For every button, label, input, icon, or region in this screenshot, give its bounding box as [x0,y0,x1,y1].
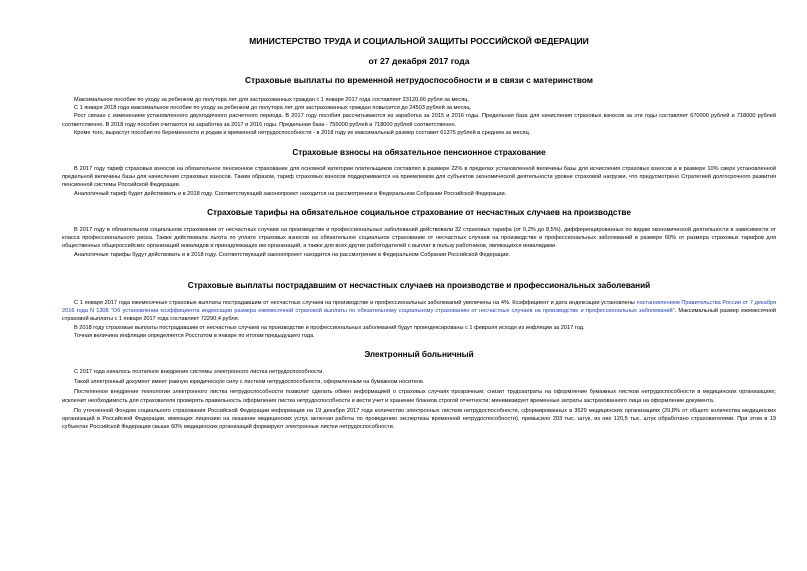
paragraph: Аналогичный тариф будет действовать и в 2018 году. Соответствующий законопроект находится на рассмотрении в Федеральном Собрании Российской Федерации. [74,190,507,197]
document-date: от 27 декабря 2017 года [368,56,470,66]
paragraph: Точная величина инфляции определяется Росстатом в январе по итогам предыдущего года. [74,332,315,339]
section-title-pension: Страховые взносы на обязательное пенсионное страхование [292,148,546,157]
section-title-electronic-sick-leave: Электронный больничный [364,350,474,359]
section-accident-payments-text [62,299,776,340]
section-pension-text [62,165,776,198]
paragraph: Максимальное пособие по уходу за ребенком до полутора лет для застрахованных граждан с 1 января 2017 года составляет 23120,66 рубля за месяц. [74,97,469,103]
paragraph: В 2017 году тариф страховых взносов на обязательное пенсионное страхование для основной категории плательщиков составлял в размере 22% в пределах установленной величины базы для исчисления страховых взносов и в размере 10% сверх установленной предельной величины базы для начисления страховых взносов. Таким образом, тариф страховых взносов поддерживается на приемлемом для субъектов экономической деятельности уровне страховой нагрузки, что предусмотрено Стратегией долгосрочного развития пенсионной системы Российской Федерации. [62,166,776,189]
paragraph: В 2017 году в обязательном социальном страховании от несчастных случаев на производстве и профессиональных заболеваний действовали 32 страховых тарифа (от 0,2% до 8,5%), дифференцированных по видам экономической деятельности в зависимости от класса профессионального риска. Также действовала льгота по уплате страховых взносов на обязательное социальное страхование от несчастных случаев на производстве и профессиональных заболеваний в размере 60% от размера страховых тарифов для общественных общероссийских организаций инвалидов и принадлежащих им организаций, а также для всех других работодателей с выплат в пользу работников, являющихся инвалидами. [62,227,776,250]
paragraph: Такой электронный документ имеет равную юридическую силу с листком нетрудоспособности, оформленным на бумажном носителе. [74,379,425,386]
paragraph: Кроме того, вырастут пособия по беременности и родам и временной нетрудоспособности - в 2018 году их максимальный размер составит 61375 рублей в среднем за месяц. [74,129,531,136]
paragraph-text: С 1 января 2017 года ежемесячные страховые выплаты пострадавшим от несчастных случаев на производстве и профессиональных заболеваний увеличены на 4%. Коэффициент и дата индексации установлены [74,300,637,306]
paragraph: Аналогичные тарифы будут действовать и в 2018 году. Соответствующий законопроект находится на рассмотрении в Федеральном Собрании Российской Федерации. [74,251,511,258]
paragraph [62,299,776,324]
section-title-accident-tariffs: Страховые тарифы на обязательное социальное страхование от несчастных случаев на производстве [207,208,631,217]
paragraph: С 2017 года началось поэтапное внедрение системы электронного листка нетрудоспособности. [74,369,324,375]
block1-text [62,96,776,137]
section-electronic-sick-leave-text [62,368,776,431]
paragraph-text: . Максимальный размер ежемесячной страховой выплаты с 1 января 2017 года составляет 72290,4 рубля. [62,308,776,323]
document-title: Страховые выплаты по временной нетрудоспособности и в связи с материнством [245,75,593,85]
government-decree-link[interactable]: постановлением Правительства России от 7 декабря 2016 года N 1308 "Об установлении коэффициента индексации размера ежемесячной страховой выплаты по обязательному социальному страхованию от несчастных случаев на производстве и профессиональных заболеваний" [62,300,776,315]
paragraph: Рост связан с изменением установленного двухгодичного расчетного периода. В 2017 году пособия рассчитываются из заработка за 2015 и 2016 годы. Предельная база для начисления страховых взносов за эти годы составляет 670000 рублей и 718000 рублей соответственно. В 2018 году пособия считаются из заработка за 2017 и 2016 годы. Предельная база - 755000 рублей и 718000 рублей соответственно. [62,113,776,128]
section-accident-tariffs-text [62,226,776,259]
paragraph: С 1 января 2018 года максимальное пособие по уходу за ребенком до полутора лет для застрахованных граждан повысится до 24503 рублей за месяц. [74,105,472,112]
paragraph: В 2018 году страховые выплаты пострадавшим от несчастных случаев на производстве и профессиональных заболеваний будут проиндексированы с 1 февраля исходя из инфляции за 2017 год. [74,324,585,331]
section-title-accident-payments: Страховые выплаты пострадавшим от несчастных случаев на производстве и профессиональных заболеваний [187,281,651,290]
ministry-heading: МИНИСТЕРСТВО ТРУДА И СОЦИАЛЬНОЙ ЗАЩИТЫ РОССИЙСКОЙ ФЕДЕРАЦИИ [249,36,589,46]
paragraph: По уточненной Фондом социального страхования Российской Федерации информации на 19 декабря 2017 года количество электронных листков нетрудоспособности, сформированных в 3529 медицинских организациях (29,8% от общего количества медицинских организаций в Российской Федерации, имеющих лицензию на оказание медицинских услуг, включая работы по проведению экспертизы временной нетрудоспособности), превысило 203 тыс. штук, из них 120,5 тыс. штук обработано страхователями. При этом в 19 субъектах Российской Федерации свыше 60% медицинских организаций формируют электронные листки нетрудоспособности. [62,407,776,431]
paragraph: Постепенное внедрение технологии электронного листка нетрудоспособности позволит сделать обмен информацией о страховых случаях прозрачным; снизит трудозатраты на оформление бумажных листков нетрудоспособности в медицинских организациях; исключит необходимость для страхователя проверять правильность оформления листка нетрудоспособности и вести учет и хранение бланков строгой отчетности; минимизирует временные затраты застрахованного лица на оформление документа. [62,389,776,404]
